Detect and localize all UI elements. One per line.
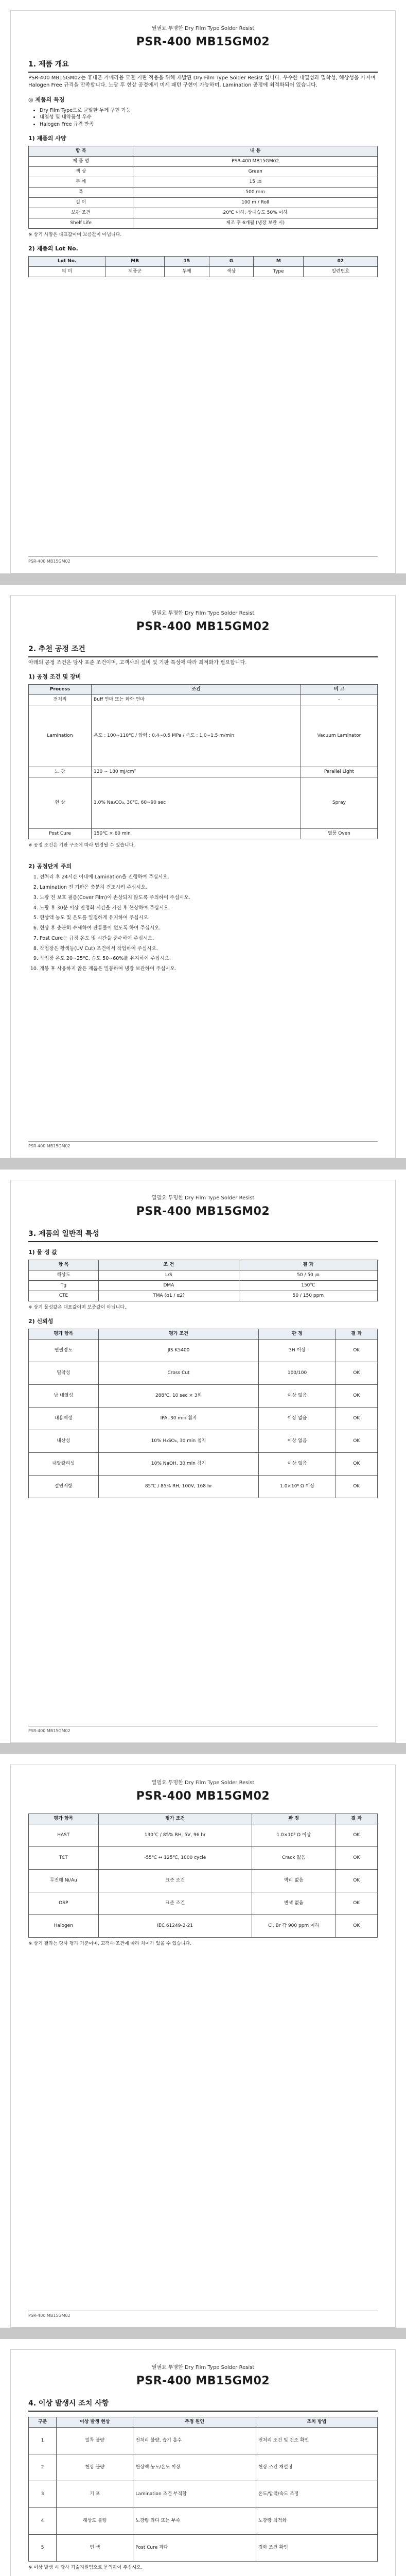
table-cell: Post Cure — [29, 829, 92, 839]
process-table — [28, 684, 378, 839]
table-header: 조 건 — [99, 1260, 239, 1270]
table-row — [29, 1291, 378, 1301]
subsection-title: ◎ 제품의 특징 — [28, 96, 65, 103]
table-row — [29, 1339, 378, 1362]
table-cell: 이상 없음 — [259, 1384, 336, 1407]
table-header: 결 과 — [336, 1814, 377, 1824]
table-cell: 내알칼리성 — [29, 1452, 99, 1475]
subsection-title: 1) 물 성 값 — [28, 1248, 58, 1256]
table-row — [29, 1892, 378, 1915]
table-cell: 85℃ / 85% RH, 100V, 168 hr — [98, 1475, 259, 1498]
table-row — [29, 777, 378, 829]
table-cell: 표준 조건 — [98, 1892, 252, 1915]
table-cell: 1.0×10⁸ Ω 이상 — [259, 1475, 336, 1498]
table-cell: 경화 조건 확인 — [256, 2534, 377, 2561]
table-cell: 130℃ / 85% RH, 5V, 96 hr — [98, 1824, 252, 1847]
table-row — [29, 2507, 378, 2534]
table-cell: OK — [336, 1430, 377, 1452]
table-row — [29, 2534, 378, 2561]
table-cell: 이상 없음 — [259, 1452, 336, 1475]
subsection-title: 2) 신뢰성 — [28, 1317, 54, 1325]
table-row — [29, 218, 378, 229]
document-title: PSR-400 MB15GM02 — [136, 1205, 270, 1218]
document-page-5 — [10, 2349, 396, 2576]
table-header: Process — [29, 685, 92, 695]
spec-table — [28, 146, 378, 229]
feature-list — [28, 107, 378, 128]
table-cell: OK — [336, 1452, 377, 1475]
section-title: 1. 제품 개요 — [28, 59, 378, 72]
table-cell: 100 m / Roll — [133, 198, 378, 208]
table-header: 항 목 — [29, 1260, 99, 1270]
table-cell: - — [301, 695, 377, 705]
document-title: PSR-400 MB15GM02 — [136, 35, 270, 48]
table-cell: 밀착 불량 — [57, 2427, 133, 2454]
document-title: PSR-400 MB15GM02 — [136, 1789, 270, 1803]
document-header — [28, 25, 378, 50]
table-cell: OK — [336, 1407, 377, 1430]
table-cell: 50 / 150 ppm — [239, 1291, 377, 1301]
list-item: • Halogen Free 규격 만족 — [40, 121, 378, 128]
table-cell: 4 — [29, 2507, 57, 2534]
table-cell: 5 — [29, 2534, 57, 2561]
document-page-3 — [10, 1180, 396, 1743]
section-title: 4. 이상 발생시 조치 사항 — [28, 2398, 378, 2411]
table-cell: 1 — [29, 2427, 57, 2454]
table-cell: 1.0% Na₂CO₃, 30℃, 60~90 sec — [92, 777, 301, 829]
table-header: 판 정 — [259, 1329, 336, 1339]
table-cell: 전처리 — [29, 695, 92, 705]
table-cell: 150℃ × 60 min — [92, 829, 301, 839]
table-header: 판 정 — [252, 1814, 336, 1824]
table-cell: HAST — [29, 1824, 99, 1847]
table-cell: 100/100 — [259, 1362, 336, 1384]
table-cell: DMA — [99, 1280, 239, 1291]
table-cell: 납 내열성 — [29, 1384, 99, 1407]
table-cell: 50 / 50 ㎛ — [239, 1270, 377, 1280]
document-subtitle: 열필요 투명한 Dry Film Type Solder Resist — [151, 1195, 255, 1201]
table-row — [29, 829, 378, 839]
subsection-title: 1) 제품의 사양 — [28, 134, 66, 142]
document-header — [28, 1780, 378, 1804]
table-cell: 10% NaOH, 30 min 침지 — [98, 1452, 259, 1475]
table-cell: 3H 이상 — [259, 1339, 336, 1362]
table-cell: 내산성 — [29, 1430, 99, 1452]
table-header: 결 과 — [239, 1260, 377, 1270]
table-cell: 표준 조건 — [98, 1870, 252, 1892]
table-cell: IEC 61249-2-21 — [98, 1915, 252, 1938]
table-cell: OK — [336, 1892, 377, 1915]
table-cell: 박리 없음 — [252, 1870, 336, 1892]
table-cell: 500 mm — [133, 188, 378, 198]
table-header: 추정 원인 — [133, 2417, 256, 2427]
table-header: 평가 조건 — [98, 1329, 259, 1339]
table-header: 비 고 — [301, 685, 377, 695]
table-row — [29, 1847, 378, 1870]
list-item: 8. 작업장은 황색등(UV Cut) 조건에서 작업하여 주십시오. — [40, 945, 378, 953]
table-cell: 노광량 과다 또는 부족 — [133, 2507, 256, 2534]
table-row — [29, 188, 378, 198]
list-item: 1. 전처리 후 24시간 이내에 Lamination을 진행하여 주십시오. — [40, 874, 378, 881]
table-cell: 2 — [29, 2454, 57, 2481]
subsection-title: 2) 공정단계 주의 — [28, 863, 72, 870]
table-row — [29, 1407, 378, 1430]
table-cell: 색 상 — [29, 166, 133, 177]
table-row — [29, 1280, 378, 1291]
table-note: ※ 상기 사양은 대표값이며 보증값이 아닙니다. — [28, 232, 122, 238]
page-divider — [0, 1743, 406, 1754]
list-item: 9. 작업장 온도 20~25℃, 습도 50~60%를 유지하여 주십시오. — [40, 955, 378, 962]
table-cell: Tg — [29, 1280, 99, 1291]
table-cell: OK — [336, 1870, 377, 1892]
table-row — [29, 177, 378, 188]
table-cell: Green — [133, 166, 378, 177]
table-row — [29, 166, 378, 177]
table-row — [29, 267, 378, 277]
table-row — [29, 705, 378, 767]
table-note: ※ 상기 결과는 당사 평가 기준이며, 고객사 조건에 따라 차이가 있을 수 있습니다. — [28, 1941, 192, 1947]
table-cell: OK — [336, 1362, 377, 1384]
page-footer: PSR-400 MB15GM02 — [28, 2311, 378, 2319]
list-item: 3. 노광 전 보호 필름(Cover Film)이 손상되지 않도록 주의하여 주십시오. — [40, 894, 378, 902]
table-cell: 두 께 — [29, 177, 133, 188]
table-cell: OK — [336, 1824, 377, 1847]
table-row — [29, 2454, 378, 2481]
document-header — [28, 2364, 378, 2389]
process-caution-list — [28, 874, 378, 973]
table-row — [29, 198, 378, 208]
table-cell: 전처리 불량, 습기 흡수 — [133, 2427, 256, 2454]
table-row — [29, 1915, 378, 1938]
document-title: PSR-400 MB15GM02 — [136, 620, 270, 633]
table-header: M — [254, 257, 304, 267]
table-cell: 이상 없음 — [259, 1430, 336, 1452]
table-cell: IPA, 30 min 침지 — [98, 1407, 259, 1430]
table-cell: 노광량 최적화 — [256, 2507, 377, 2534]
list-item: 2. Lamination 전 기판은 충분히 건조시켜 주십시오. — [40, 884, 378, 891]
table-cell: 의 미 — [29, 267, 105, 277]
table-cell: OK — [336, 1339, 377, 1362]
table-cell: 20℃ 이하, 상대습도 50% 이하 — [133, 208, 378, 218]
table-cell: 제품군 — [105, 267, 165, 277]
table-cell: -55℃ ↔ 125℃, 1000 cycle — [98, 1847, 252, 1870]
document-header — [28, 610, 378, 635]
table-header: MB — [105, 257, 165, 267]
table-row — [29, 1362, 378, 1384]
table-header: 조치 방법 — [256, 2417, 377, 2427]
table-cell: OSP — [29, 1892, 99, 1915]
list-item: 7. Post Cure는 규정 온도 및 시간을 준수하여 주십시오. — [40, 935, 378, 942]
subsection-title: 2) 제품의 Lot No. — [28, 245, 78, 252]
table-cell: 변 색 — [57, 2534, 133, 2561]
table-cell: Halogen — [29, 1915, 99, 1938]
document-subtitle: 열필요 투명한 Dry Film Type Solder Resist — [151, 26, 255, 31]
table-cell: 노 광 — [29, 767, 92, 777]
document-subtitle: 열필요 투명한 Dry Film Type Solder Resist — [151, 1780, 255, 1786]
document-page-2 — [10, 595, 396, 1158]
table-row — [29, 1870, 378, 1892]
table-cell: 현상 불량 — [57, 2454, 133, 2481]
document-subtitle: 열필요 투명한 Dry Film Type Solder Resist — [151, 2365, 255, 2370]
table-cell: Lamination 조건 부적합 — [133, 2481, 256, 2507]
table-cell: 열풍 Oven — [301, 829, 377, 839]
table-header: 구분 — [29, 2417, 57, 2427]
table-cell: 일련번호 — [304, 267, 378, 277]
table-cell: 15 ㎛ — [133, 177, 378, 188]
table-cell: Spray — [301, 777, 377, 829]
table-cell: 두께 — [165, 267, 209, 277]
table-cell: 내용제성 — [29, 1407, 99, 1430]
table-cell: Shelf Life — [29, 218, 133, 229]
document-title: PSR-400 MB15GM02 — [136, 2374, 270, 2387]
table-row — [29, 2481, 378, 2507]
table-cell: 절연저항 — [29, 1475, 99, 1498]
table-note: ※ 상기 물성값은 대표값이며 보증값이 아닙니다. — [28, 1304, 126, 1310]
table-header: 15 — [165, 257, 209, 267]
table-header: 평가 조건 — [98, 1814, 252, 1824]
section-title: 3. 제품의 일반적 특성 — [28, 1229, 378, 1242]
reliability-table-continued — [28, 1814, 378, 1938]
table-cell: 현 상 — [29, 777, 92, 829]
table-cell: 온도/압력/속도 조정 — [256, 2481, 377, 2507]
table-header: 평가 항목 — [29, 1814, 99, 1824]
list-item: • 내열성 및 내약품성 우수 — [40, 114, 378, 121]
table-row — [29, 767, 378, 777]
table-cell: Crack 없음 — [252, 1847, 336, 1870]
table-cell: 무전해 Ni/Au — [29, 1870, 99, 1892]
list-item: • Dry Film Type으로 균일한 두께 구현 가능 — [40, 107, 378, 114]
table-row — [29, 208, 378, 218]
table-row — [29, 1475, 378, 1498]
subsection-title: 1) 공정 조건 및 장비 — [28, 673, 81, 681]
table-row — [29, 1824, 378, 1847]
table-cell: 색상 — [209, 267, 254, 277]
table-header: 항 목 — [29, 146, 133, 156]
table-cell: Vacuum Laminator — [301, 705, 377, 767]
table-cell: 해상도 — [29, 1270, 99, 1280]
page-divider — [0, 2328, 406, 2339]
table-cell: 10% H₂SO₄, 30 min 침지 — [98, 1430, 259, 1452]
table-cell: 변색 없음 — [252, 1892, 336, 1915]
document-page-4 — [10, 1765, 396, 2328]
table-cell: 해상도 불량 — [57, 2507, 133, 2534]
table-cell: OK — [336, 1475, 377, 1498]
troubleshooting-table — [28, 2417, 378, 2562]
list-item: 6. 현상 후 충분히 수세하여 잔류물이 없도록 하여 주십시오. — [40, 925, 378, 932]
table-cell: PSR-400 MB15GM02 — [133, 156, 378, 166]
table-row — [29, 1384, 378, 1407]
table-cell: 150℃ — [239, 1280, 377, 1291]
table-header: 평가 항목 — [29, 1329, 99, 1339]
table-header: Lot No. — [29, 257, 105, 267]
table-header: 02 — [304, 257, 378, 267]
table-cell: 3 — [29, 2481, 57, 2507]
table-cell: Parallel Light — [301, 767, 377, 777]
table-cell: 보관 조건 — [29, 208, 133, 218]
table-cell: 폭 — [29, 188, 133, 198]
table-cell: 연필경도 — [29, 1339, 99, 1362]
table-cell: OK — [336, 1915, 377, 1938]
table-cell: OK — [336, 1847, 377, 1870]
table-cell: 기 포 — [57, 2481, 133, 2507]
document-page-1 — [10, 10, 396, 573]
table-row — [29, 2427, 378, 2454]
table-cell: Cl, Br 각 900 ppm 이하 — [252, 1915, 336, 1938]
table-row — [29, 695, 378, 705]
table-cell: 이상 없음 — [259, 1407, 336, 1430]
table-cell: Lamination — [29, 705, 92, 767]
lot-number-table — [28, 256, 378, 277]
table-cell: 288℃, 10 sec × 3회 — [98, 1384, 259, 1407]
list-item: 10. 개봉 후 사용하지 않은 제품은 밀봉하여 냉장 보관하여 주십시오. — [40, 965, 378, 973]
table-note: ※ 공정 조건은 기판 구조에 따라 변경될 수 있습니다. — [28, 843, 135, 849]
table-cell: 현상 조건 재설정 — [256, 2454, 377, 2481]
table-header: 조건 — [92, 685, 301, 695]
page-footer: PSR-400 MB15GM02 — [28, 1141, 378, 1149]
table-cell: 밀착성 — [29, 1362, 99, 1384]
table-cell: Post Cure 과다 — [133, 2534, 256, 2561]
table-row — [29, 1452, 378, 1475]
table-cell: 온도 : 100~110℃ / 압력 : 0.4~0.5 MPa / 속도 : 1.0~1.5 m/min — [92, 705, 301, 767]
table-note: ※ 이상 발생 시 당사 기술지원팀으로 문의하여 주십시오. — [28, 2565, 143, 2570]
list-item: 5. 현상액 농도 및 온도를 일정하게 유지하여 주십시오. — [40, 914, 378, 922]
document-subtitle: 열필요 투명한 Dry Film Type Solder Resist — [151, 611, 255, 616]
table-cell: Type — [254, 267, 304, 277]
table-header: 내 용 — [133, 146, 378, 156]
page-footer: PSR-400 MB15GM02 — [28, 556, 378, 565]
page-divider — [0, 573, 406, 585]
table-cell: Cross Cut — [98, 1362, 259, 1384]
table-cell: 제조 후 6개월 (냉장 보관 시) — [133, 218, 378, 229]
table-cell: JIS K5400 — [98, 1339, 259, 1362]
page-footer: PSR-400 MB15GM02 — [28, 1726, 378, 1734]
table-row — [29, 156, 378, 166]
table-cell: 전처리 조건 및 건조 확인 — [256, 2427, 377, 2454]
table-cell: 길 이 — [29, 198, 133, 208]
table-cell: Buff 연마 또는 화학 연마 — [92, 695, 301, 705]
table-header: G — [209, 257, 254, 267]
document-header — [28, 1195, 378, 1219]
list-item: 4. 노광 후 30분 이상 안정화 시간을 가진 후 현상하여 주십시오. — [40, 905, 378, 912]
table-cell: OK — [336, 1384, 377, 1407]
reliability-table — [28, 1329, 378, 1498]
table-header: 결 과 — [336, 1329, 377, 1339]
table-header: 이상 발생 현상 — [57, 2417, 133, 2427]
table-cell: 현상액 농도/온도 이상 — [133, 2454, 256, 2481]
table-row — [29, 1430, 378, 1452]
table-cell: CTE — [29, 1291, 99, 1301]
table-row — [29, 1270, 378, 1280]
table-cell: TCT — [29, 1847, 99, 1870]
section-title: 2. 추천 공정 조건 — [28, 644, 378, 657]
table-cell: 1.0×10⁸ Ω 이상 — [252, 1824, 336, 1847]
physical-property-table — [28, 1260, 378, 1301]
page-divider — [0, 1158, 406, 1170]
table-cell: L/S — [99, 1270, 239, 1280]
table-cell: 제 품 명 — [29, 156, 133, 166]
table-cell: 120 ~ 180 mJ/cm² — [92, 767, 301, 777]
intro-paragraph: 아래의 공정 조건은 당사 표준 조건이며, 고객사의 설비 및 기판 특성에 따라 최적화가 필요합니다. — [28, 659, 247, 666]
intro-paragraph: PSR-400 MB15GM02는 휴대폰 카메라용 모듈 기판 적용을 위해 개발된 Dry Film Type Solder Resist 입니다. 우수한 내열성과 밀착성, 해상성을 가지며 Halogen Free 규격을 만족합니다. 노광 후 현상 공정에서 미세 패턴 구현이 가능하며, Lamination 공정에 최적화되어 있습니다. — [28, 75, 376, 89]
table-cell: TMA (α1 / α2) — [99, 1291, 239, 1301]
